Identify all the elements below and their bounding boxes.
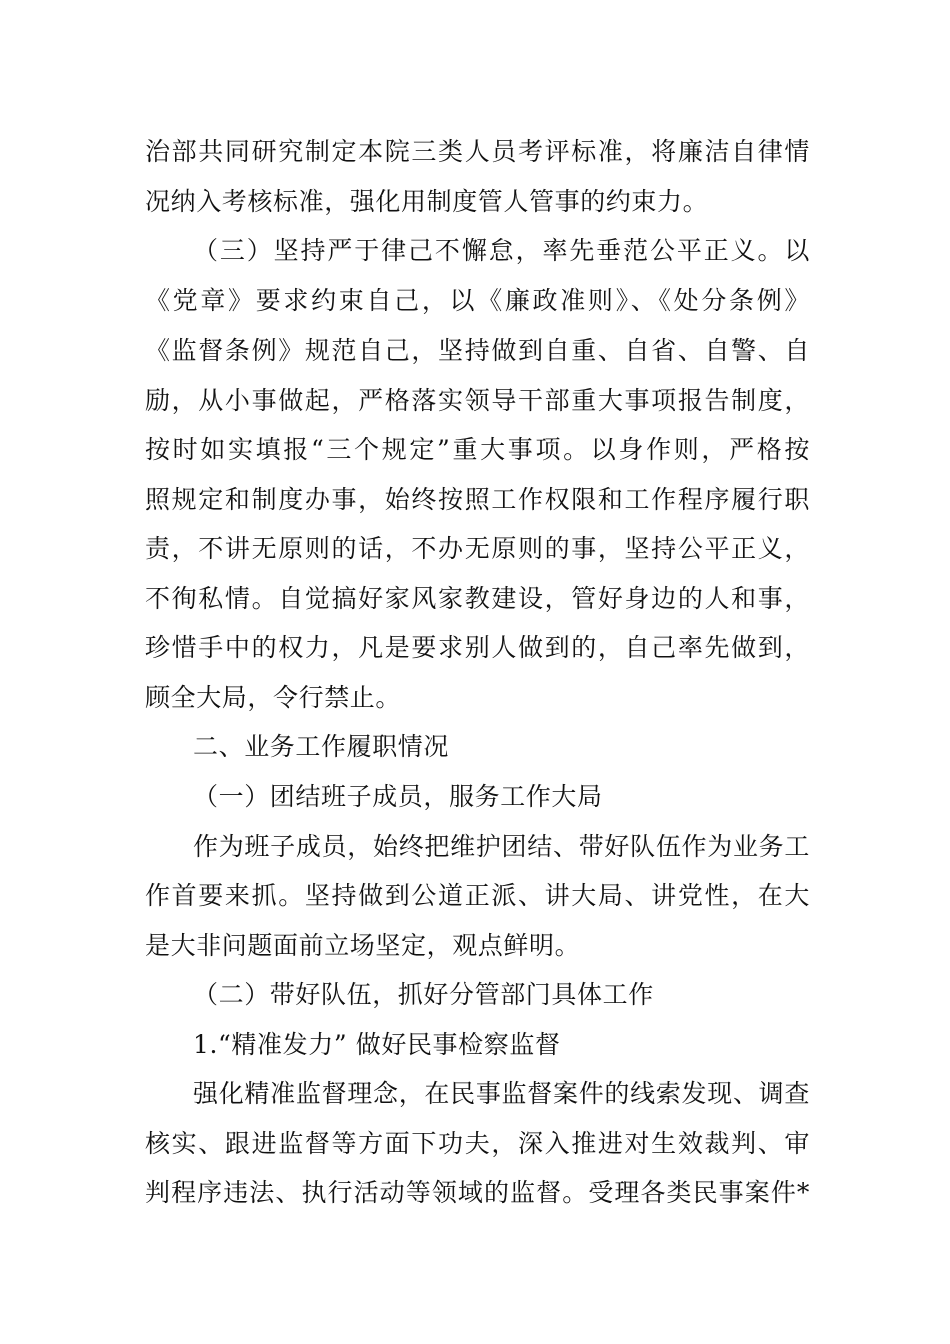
body-text-line: 顾全大局，令行禁止。 <box>145 683 402 712</box>
body-text-line: 励，从小事做起，严格落实领导干部重大事项报告制度， <box>145 386 810 415</box>
body-text-line: 核实、跟进监督等方面下功夫，深入推进对生效裁判、审 <box>145 1129 810 1158</box>
body-text-line: 《监督条例》规范自己，坚持做到自重、自省、自警、自 <box>145 336 810 365</box>
body-text-line: 照规定和制度办事，始终按照工作权限和工作程序履行职 <box>145 485 810 514</box>
body-text-line: 判程序违法、执行活动等领域的监督。受理各类民事案件* <box>145 1178 810 1207</box>
subsection-heading: （二）带好队伍，抓好分管部门具体工作 <box>193 980 654 1009</box>
body-text-line: 是大非问题面前立场坚定，观点鲜明。 <box>145 931 581 960</box>
section-heading-line: （三）坚持严于律己不懈怠，率先垂范公平正义。以 <box>193 236 810 265</box>
body-text-line: 治部共同研究制定本院三类人员考评标准，将廉洁自律情 <box>145 137 810 166</box>
body-text-line: 按时如实填报“三个规定”重大事项。以身作则，严格按 <box>145 435 810 464</box>
body-text-line: 责，不讲无原则的话，不办无原则的事，坚持公平正义， <box>145 534 810 563</box>
body-text-line: 《党章》要求约束自己，以《廉政准则》、《处分条例》 <box>145 286 810 315</box>
body-text-line: 作为班子成员，始终把维护团结、带好队伍作为业务工 <box>193 832 810 861</box>
chapter-heading: 二、业务工作履职情况 <box>193 732 450 761</box>
body-text-line: 强化精准监督理念，在民事监督案件的线索发现、调查 <box>193 1079 810 1108</box>
body-text-line: 作首要来抓。坚持做到公道正派、讲大局、讲党性，在大 <box>145 881 810 910</box>
body-text-line: 况纳入考核标准，强化用制度管人管事的约束力。 <box>145 187 709 216</box>
item-heading: 1.“精准发力” 做好民事检察监督 <box>193 1030 561 1059</box>
body-text-line: 珍惜手中的权力，凡是要求别人做到的，自己率先做到， <box>145 633 810 662</box>
body-text-line: 不徇私情。自觉搞好家风家教建设，管好身边的人和事， <box>145 584 810 613</box>
subsection-heading: （一）团结班子成员，服务工作大局 <box>193 782 603 811</box>
